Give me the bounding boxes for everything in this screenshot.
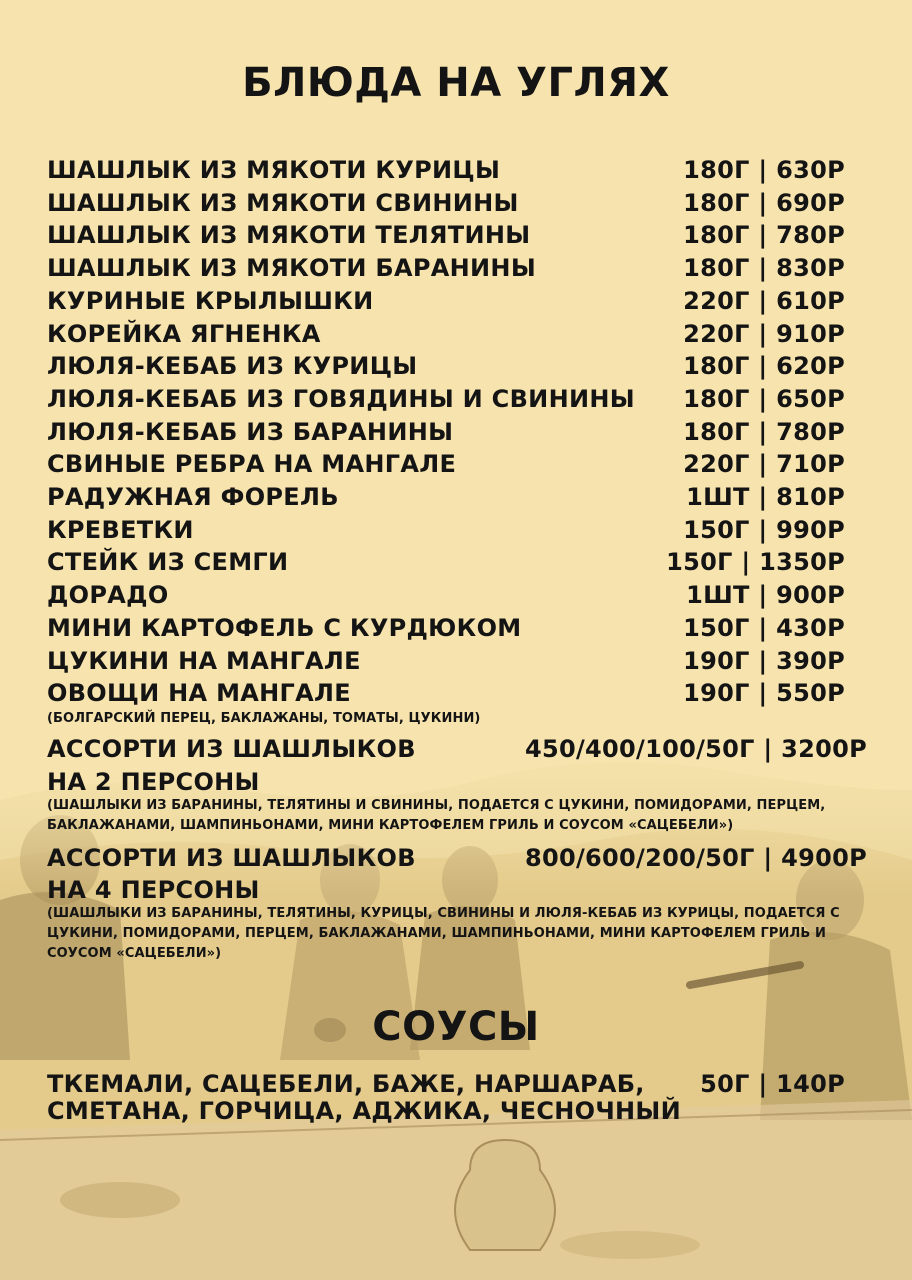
combo-2-note-line1: (ШАШЛЫКИ ИЗ БАРАНИНЫ, ТЕЛЯТИНЫ И СВИНИНЫ, ПОДАЕТСЯ С ЦУКИНИ, ПОМИДОРАМИ, ПЕРЦЕМ, [47, 798, 826, 813]
menu-item [47, 613, 867, 643]
menu-item-name: ДОРАДО [47, 581, 169, 610]
menu-item-name: КОРЕЙКА ЯГНЕНКА [47, 319, 321, 348]
menu-item-price: 180Г | 780Р [683, 417, 845, 446]
menu-item [47, 449, 867, 479]
menu-item-name: СВИНЫЕ РЕБРА НА МАНГАЛЕ [47, 450, 457, 479]
menu-item-price: 190Г | 390Р [683, 646, 845, 675]
menu-item-price: 150Г | 990Р [683, 515, 845, 544]
sauces-names-line1: ТКЕМАЛИ, САЦЕБЕЛИ, БАЖЕ, НАРШАРАБ, [47, 1070, 645, 1098]
menu-item [47, 351, 867, 381]
menu-item-name: ОВОЩИ НА МАНГАЛЕ [47, 679, 351, 708]
menu-item-price: 180Г | 620Р [683, 352, 845, 381]
menu-item [47, 646, 867, 676]
menu-item-name: РАДУЖНАЯ ФОРЕЛЬ [47, 483, 339, 511]
menu-item-combo-4-subtitle: НА 4 ПЕРСОНЫ [47, 876, 260, 904]
sauces-price: 50Г | 140Р [700, 1070, 845, 1098]
menu-item [47, 155, 867, 185]
menu-item-combo-2 [47, 734, 867, 764]
menu-item-name: ШАШЛЫК ИЗ МЯКОТИ СВИНИНЫ [47, 188, 519, 217]
menu-item [47, 220, 867, 250]
vegetables-note: (БОЛГАРСКИЙ ПЕРЕЦ, БАКЛАЖАНЫ, ТОМАТЫ, ЦУКИНИ) [47, 711, 481, 726]
menu-item [47, 547, 867, 577]
menu-item-price: 180Г | 650Р [683, 384, 845, 413]
menu-item [47, 515, 867, 545]
menu-item-price: 1ШТ | 900Р [686, 581, 845, 610]
menu-item-name: АССОРТИ ИЗ ШАШЛЫКОВ [47, 844, 416, 872]
menu-item [47, 482, 867, 512]
menu-item-name: ЛЮЛЯ-КЕБАБ ИЗ БАРАНИНЫ [47, 417, 454, 446]
menu-item-price: 180Г | 780Р [683, 221, 845, 250]
menu-item-price: 190Г | 550Р [683, 679, 845, 708]
menu-item-price: 220Г | 710Р [683, 450, 845, 479]
menu-item-name: ШАШЛЫК ИЗ МЯКОТИ БАРАНИНЫ [47, 254, 536, 283]
menu-item-name: АССОРТИ ИЗ ШАШЛЫКОВ [47, 735, 416, 763]
menu-item-name: ШАШЛЫК ИЗ МЯКОТИ КУРИЦЫ [47, 156, 501, 184]
combo-2-note-line2: БАКЛАЖАНАМИ, ШАМПИНЬОНАМИ, МИНИ КАРТОФЕЛЕМ ГРИЛЬ И СОУСОМ «САЦЕБЕЛИ») [47, 818, 734, 833]
menu-item-price: 150Г | 1350Р [666, 548, 845, 577]
menu-item-price: 180Г | 830Р [683, 254, 845, 283]
menu-item-name: ЛЮЛЯ-КЕБАБ ИЗ КУРИЦЫ [47, 352, 418, 381]
menu-item-price: 800/600/200/50Г | 4900Р [524, 844, 867, 872]
menu-item-name: ЦУКИНИ НА МАНГАЛЕ [47, 646, 361, 675]
menu-item [47, 319, 867, 349]
menu-item [47, 384, 867, 414]
menu-item-name: СТЕЙК ИЗ СЕМГИ [47, 548, 289, 577]
sauces-item-line1 [47, 1069, 867, 1099]
menu-item [47, 286, 867, 316]
menu-item-name: МИНИ КАРТОФЕЛЬ С КУРДЮКОМ [47, 613, 522, 642]
menu-item-name: ЛЮЛЯ-КЕБАБ ИЗ ГОВЯДИНЫ И СВИНИНЫ [47, 384, 635, 413]
menu-item-price: 180Г | 630Р [683, 156, 845, 184]
combo-4-note-line2: ЦУКИНИ, ПОМИДОРАМИ, ПЕРЦЕМ, БАКЛАЖАНАМИ, ШАМПИНЬОНАМИ, МИНИ КАРТОФЕЛЕМ ГРИЛЬ И [47, 926, 826, 941]
menu-item-name: КРЕВЕТКИ [47, 515, 194, 544]
menu-item-name: КУРИНЫЕ КРЫЛЫШКИ [47, 286, 374, 315]
menu-item-combo-2-subtitle: НА 2 ПЕРСОНЫ [47, 768, 260, 796]
menu-item-price: 1ШТ | 810Р [686, 483, 845, 511]
menu-item [47, 253, 867, 283]
menu-item-price: 220Г | 610Р [683, 286, 845, 315]
menu-item-price: 450/400/100/50Г | 3200Р [524, 735, 867, 763]
menu-item [47, 580, 867, 610]
combo-4-note-line3: СОУСОМ «САЦЕБЕЛИ») [47, 946, 222, 961]
section-title-grill-dishes: БЛЮДА НА УГЛЯХ [242, 60, 670, 106]
combo-4-note-line1: (ШАШЛЫКИ ИЗ БАРАНИНЫ, ТЕЛЯТИНЫ, КУРИЦЫ, СВИНИНЫ И ЛЮЛЯ-КЕБАБ ИЗ КУРИЦЫ, ПОДАЕТСЯ С [47, 906, 840, 921]
menu-item [47, 678, 867, 708]
menu-item-combo-4 [47, 843, 867, 873]
section-title-sauces: СОУСЫ [372, 1004, 540, 1050]
menu-item [47, 417, 867, 447]
menu-item-name: ШАШЛЫК ИЗ МЯКОТИ ТЕЛЯТИНЫ [47, 221, 531, 250]
menu-item-price: 150Г | 430Р [683, 613, 845, 642]
menu-item-price: 180Г | 690Р [683, 188, 845, 217]
menu-item [47, 188, 867, 218]
menu-item-price: 220Г | 910Р [683, 319, 845, 348]
sauces-names-line2: СМЕТАНА, ГОРЧИЦА, АДЖИКА, ЧЕСНОЧНЫЙ [47, 1097, 681, 1125]
